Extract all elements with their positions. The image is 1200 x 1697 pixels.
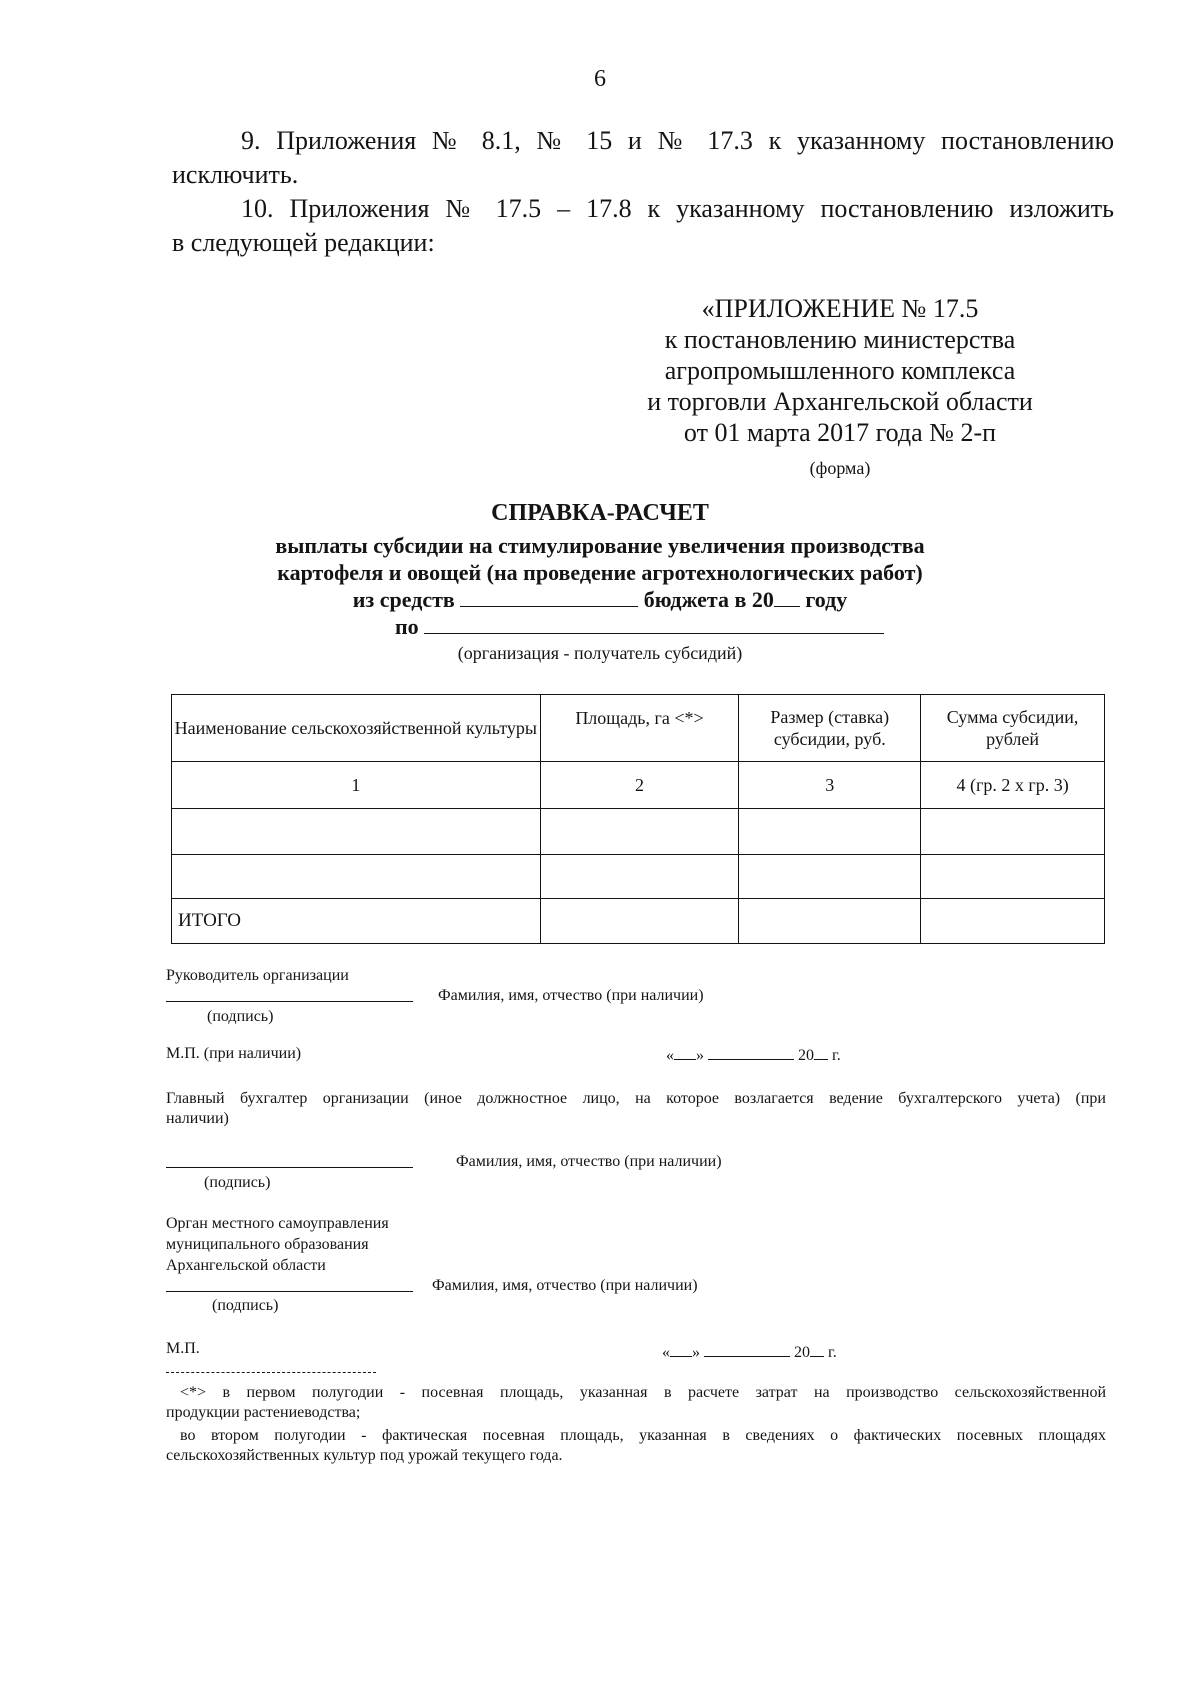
organization-caption: (организация - получатель субсидий)	[457, 643, 743, 663]
footnote-line2: продукции растениеводства;	[166, 1404, 361, 1421]
date-field-1	[666, 1045, 841, 1065]
table-total-row	[172, 899, 1105, 944]
footnote-line1: <*> в первом полугодии - посевная площадь, указанная в расчете затрат на производство сельскохозяйственной	[180, 1384, 1106, 1401]
col-number-3: 3	[739, 762, 921, 809]
year-blank[interactable]	[810, 1342, 824, 1357]
accountant-line1: Главный бухгалтер организации (иное должностное лицо, на которое возлагается ведение бухгалтерского учета) (при	[166, 1090, 1106, 1107]
table-column-numbers-row	[172, 762, 1105, 809]
table-cell[interactable]	[739, 809, 921, 855]
table-cell[interactable]	[540, 855, 739, 899]
day-blank[interactable]	[670, 1342, 692, 1357]
appendix-line4: и торговли Архангельской области	[647, 387, 1033, 416]
budget-year-label: бюджета в 20	[643, 587, 774, 612]
title-line3: картофеля и овощей (на проведение агротехнологических работ)	[277, 560, 923, 585]
year-suffix: г.	[828, 1344, 837, 1361]
year-blank[interactable]	[814, 1045, 828, 1060]
local-gov-line1: Орган местного самоуправления	[166, 1215, 389, 1232]
title-funds-line	[0, 586, 1200, 613]
year-suffix: году	[805, 587, 848, 612]
day-blank[interactable]	[674, 1045, 696, 1060]
table-cell[interactable]	[739, 899, 921, 944]
table-cell[interactable]	[739, 855, 921, 899]
local-gov-line2: муниципального образования	[166, 1236, 369, 1253]
col-number-4: 4 (гр. 2 х гр. 3)	[921, 762, 1105, 809]
header-crop-name: Наименование сельскохозяйственной культуры	[172, 695, 541, 762]
table-cell[interactable]	[172, 809, 541, 855]
quote-open: «	[666, 1047, 674, 1064]
mp-if-any-label: М.П. (при наличии)	[166, 1045, 302, 1062]
footnote-line4: сельскохозяйственных культур под урожай текущего года.	[166, 1447, 563, 1464]
year-prefix: 20	[798, 1047, 814, 1064]
item10-line1: 10. Приложения № 17.5 – 17.8 к указанному постановлению изложить	[241, 194, 1114, 223]
form-label: (форма)	[809, 458, 871, 478]
local-gov-signature-caption: (подпись)	[212, 1297, 279, 1314]
table-row	[172, 855, 1105, 899]
year-blank[interactable]	[774, 588, 800, 607]
year-suffix: г.	[832, 1047, 841, 1064]
table-cell[interactable]	[921, 899, 1105, 944]
date-field-2	[662, 1342, 837, 1362]
organization-blank[interactable]	[424, 615, 884, 634]
quote-open: «	[662, 1344, 670, 1361]
table-cell[interactable]	[540, 899, 739, 944]
item9-line2: исключить.	[172, 160, 299, 189]
appendix-title: «ПРИЛОЖЕНИЕ № 17.5	[701, 294, 979, 323]
header-area: Площадь, га <*>	[540, 695, 739, 762]
from-funds-label: из средств	[352, 587, 455, 612]
accountant-signature-caption: (подпись)	[204, 1174, 271, 1191]
head-signature-caption: (подпись)	[207, 1008, 274, 1025]
local-gov-signature-line[interactable]	[166, 1291, 413, 1292]
local-gov-line3: Архангельской области	[166, 1257, 326, 1274]
table-cell[interactable]	[921, 809, 1105, 855]
subsidy-table	[171, 694, 1105, 944]
appendix-line2: к постановлению министерства	[664, 325, 1016, 354]
page-number: 6	[594, 66, 606, 92]
po-label: по	[395, 614, 419, 639]
table-cell[interactable]	[172, 855, 541, 899]
table-cell[interactable]	[921, 855, 1105, 899]
local-gov-fio-label: Фамилия, имя, отчество (при наличии)	[432, 1277, 698, 1294]
item10-line2: в следующей редакции:	[172, 228, 435, 257]
appendix-line5: от 01 марта 2017 года № 2-п	[683, 418, 997, 447]
accountant-line2: наличии)	[166, 1110, 229, 1127]
table-cell[interactable]	[540, 809, 739, 855]
po-line	[395, 613, 884, 640]
table-header-row	[172, 695, 1105, 762]
appendix-line3: агропромышленного комплекса	[664, 356, 1016, 385]
footnote-separator	[166, 1372, 376, 1373]
col-number-1: 1	[172, 762, 541, 809]
item9-line1: 9. Приложения № 8.1, № 15 и № 17.3 к указанному постановлению	[241, 126, 1114, 155]
total-label: ИТОГО	[172, 899, 541, 944]
month-blank[interactable]	[708, 1045, 794, 1060]
document-title: СПРАВКА-РАСЧЕТ	[491, 500, 709, 526]
head-label: Руководитель организации	[166, 967, 349, 984]
budget-blank[interactable]	[460, 588, 638, 607]
header-subsidy-sum: Сумма субсидии, рублей	[921, 695, 1105, 762]
head-signature-line[interactable]	[166, 1001, 413, 1002]
quote-close: »	[692, 1344, 700, 1361]
table-row	[172, 809, 1105, 855]
header-rate: Размер (ставка) субсидии, руб.	[739, 695, 921, 762]
title-line2: выплаты субсидии на стимулирование увеличения производства	[275, 533, 925, 558]
head-fio-label: Фамилия, имя, отчество (при наличии)	[438, 987, 704, 1004]
month-blank[interactable]	[704, 1342, 790, 1357]
year-prefix: 20	[794, 1344, 810, 1361]
col-number-2: 2	[540, 762, 739, 809]
mp-label: М.П.	[166, 1340, 200, 1357]
accountant-fio-label: Фамилия, имя, отчество (при наличии)	[456, 1153, 722, 1170]
quote-close: »	[696, 1047, 704, 1064]
footnote-line3: во втором полугодии - фактическая посевная площадь, указанная в сведениях о фактических посевных площадях	[180, 1427, 1106, 1444]
accountant-signature-line[interactable]	[166, 1167, 413, 1168]
